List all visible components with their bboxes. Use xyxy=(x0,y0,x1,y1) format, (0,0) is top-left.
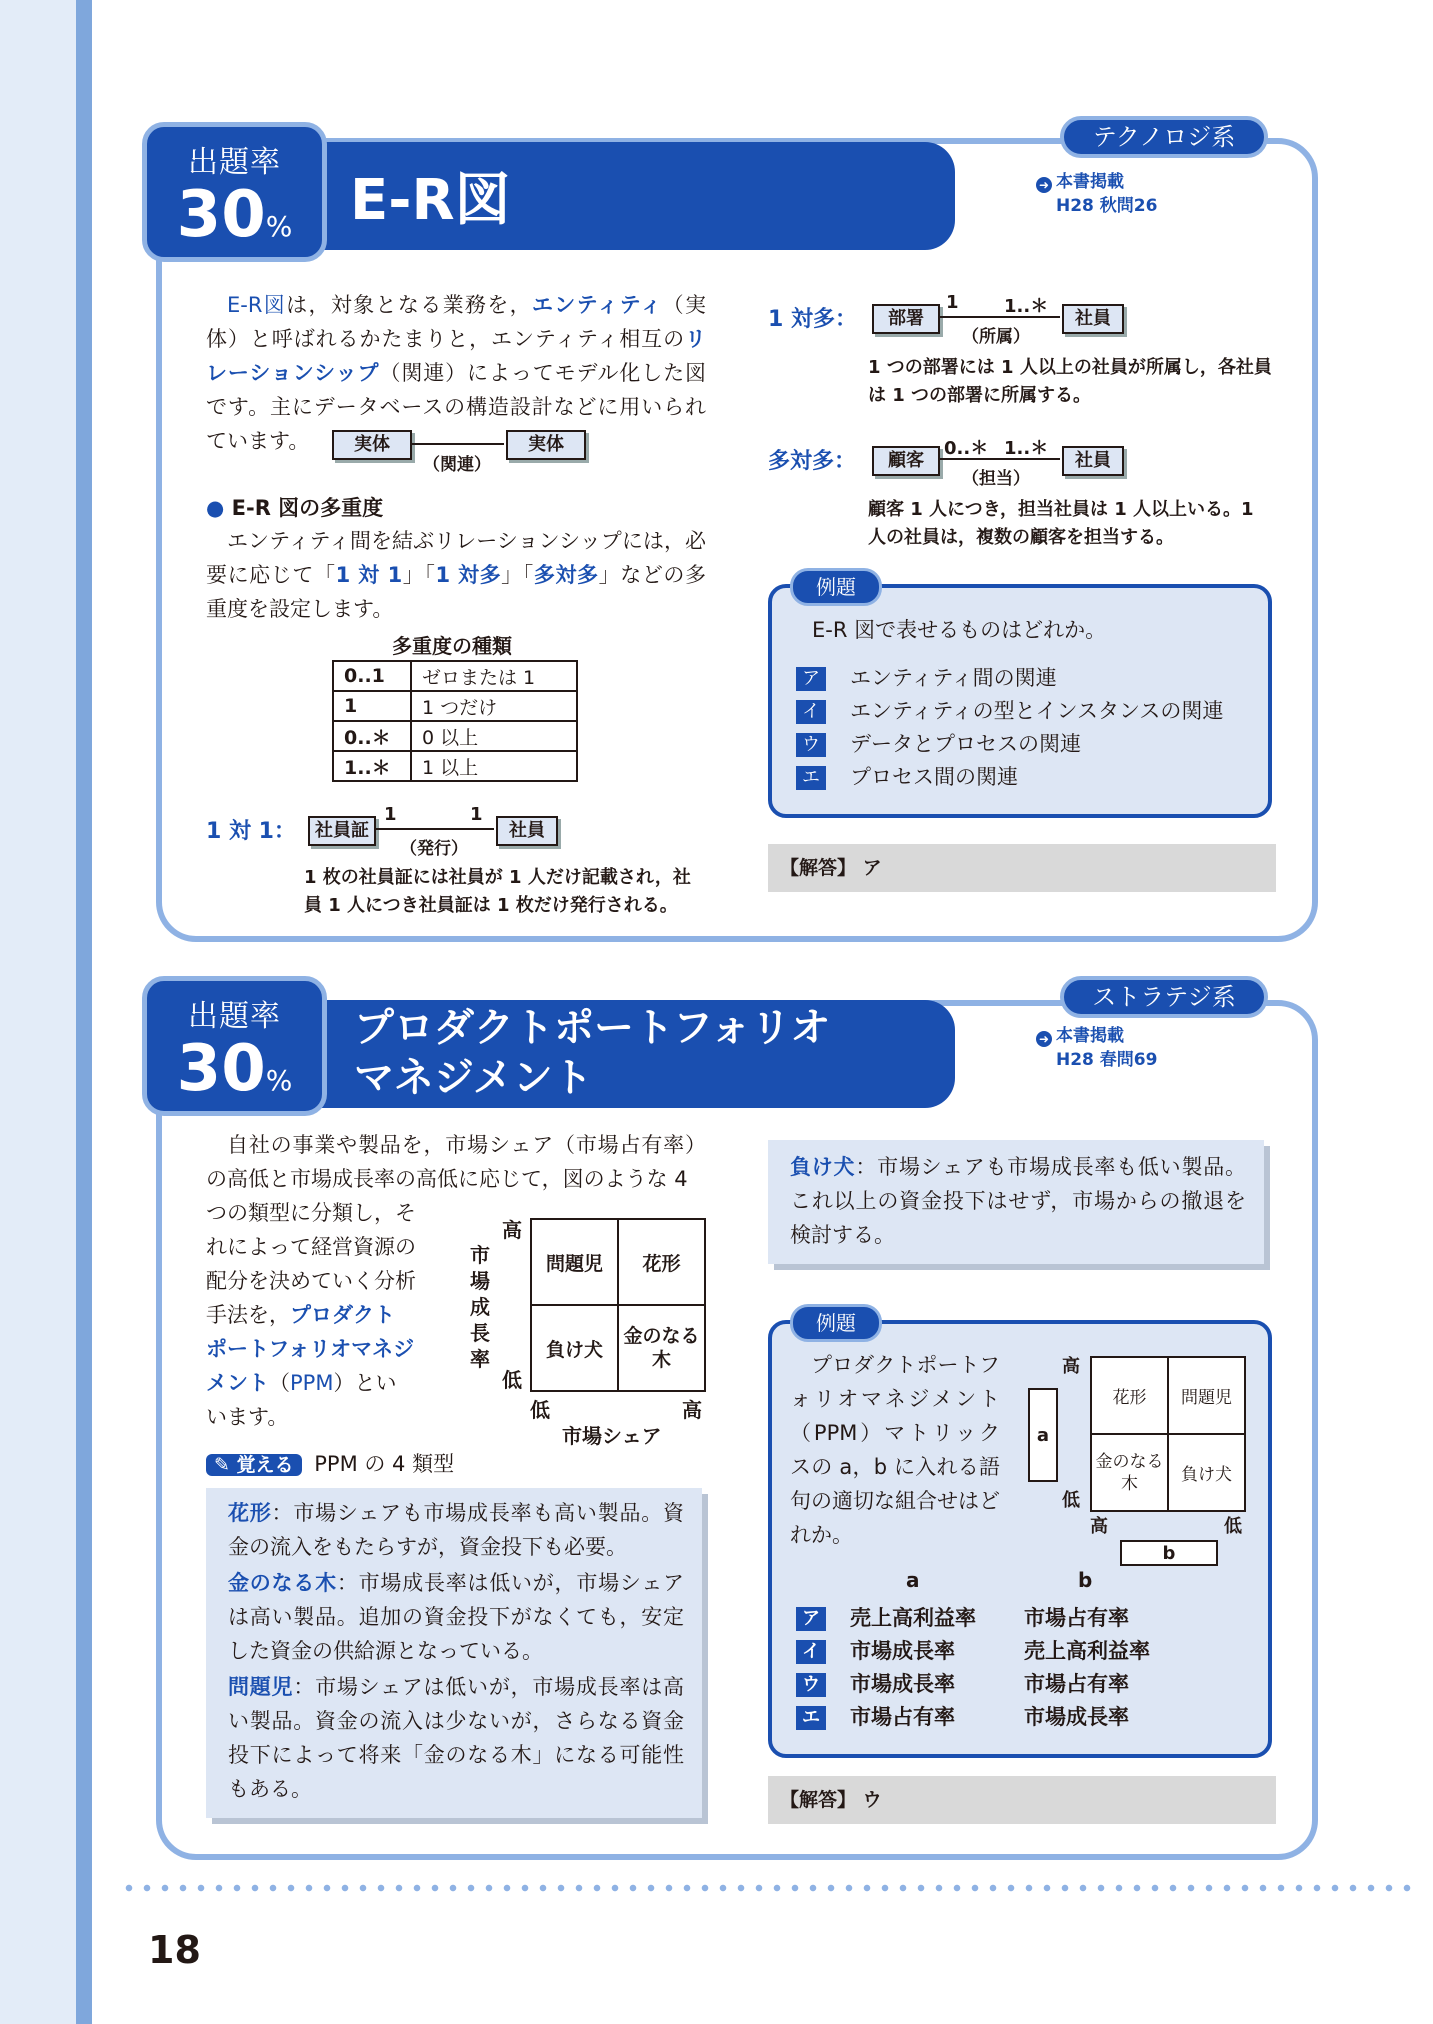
option-b: 市場成長率 xyxy=(1024,1705,1129,1729)
type-cash-cow xyxy=(228,1566,684,1668)
option-item[interactable] xyxy=(796,1635,1150,1668)
term-1to1: 1 対 1 xyxy=(335,563,403,587)
ppm-intro-full: 自社の事業や製品を，市場シェア（市場占有率）の高低と市場成長率の高低に応じて，図のような 4 xyxy=(206,1133,706,1191)
er-answer-bar xyxy=(768,844,1276,892)
section-ppm-rate-badge xyxy=(142,976,327,1116)
ppm-matrix-low-x: 低 xyxy=(530,1398,550,1422)
option-item[interactable] xyxy=(796,1701,1150,1734)
option-item[interactable] xyxy=(796,662,1223,695)
one-to-many-note: 1 つの部署には 1 人以上の社員が所属し，各社員は 1 つの部署に所属する。 xyxy=(868,357,1272,406)
option-item[interactable] xyxy=(796,728,1223,761)
memorize-icon: ✎ xyxy=(214,1454,230,1476)
ppm-matrix xyxy=(530,1218,706,1392)
intro-text-c: （関連）によってモデル化した図です。主にデータベースの構造設計などに用いられています。 xyxy=(206,361,707,453)
ex-ppm-matrix xyxy=(1090,1356,1246,1512)
one-to-one-mult-left: 1 xyxy=(384,804,397,825)
table-cell-desc: ゼロまたは 1 xyxy=(411,661,577,691)
footer-dotted-rule xyxy=(120,1884,1420,1892)
ex-matrix-high-y: 高 xyxy=(1062,1356,1080,1377)
type-star xyxy=(228,1496,684,1564)
option-a: 市場成長率 xyxy=(850,1639,955,1663)
table-cell-desc: 1 以上 xyxy=(411,751,577,781)
one-to-many-right-box: 社員 xyxy=(1062,304,1124,334)
paren-open: （ xyxy=(269,1371,290,1395)
relation-line xyxy=(410,443,504,445)
ref-code: H28 春問69 xyxy=(1056,1050,1158,1070)
type-desc: ：市場シェアも市場成長率も高い製品。資金の流入をもたらすが，資金投下も必要。 xyxy=(228,1501,684,1559)
matrix-cell-cash-cow: 金のなる木 xyxy=(623,1325,700,1371)
ppm-matrix-low-y: 低 xyxy=(502,1368,522,1392)
table-cell-code: 0..＊ xyxy=(333,721,411,751)
rate-unit: % xyxy=(265,210,293,243)
matrix-cell-star: 花形 xyxy=(642,1252,681,1275)
option-item[interactable] xyxy=(796,695,1223,728)
sep1: 」「 xyxy=(402,563,436,587)
intro-line: ）とい xyxy=(333,1371,397,1395)
option-b: 売上高利益率 xyxy=(1024,1639,1150,1663)
section-er-rate-badge xyxy=(142,122,327,262)
many-to-many-label: 多対多： xyxy=(768,449,857,474)
multiplicity-heading xyxy=(206,492,383,522)
term-er: E-R図 xyxy=(227,293,287,317)
ppm-matrix-high-y: 高 xyxy=(502,1218,522,1242)
section-ppm-title-bar xyxy=(300,1000,955,1108)
answer-label: 【解答】 xyxy=(780,857,857,879)
option-item[interactable] xyxy=(796,1602,1150,1635)
option-text: プロセス間の関連 xyxy=(850,765,1018,789)
ex-matrix-low-x: 低 xyxy=(1224,1516,1242,1537)
ex-matrix-high-x: 高 xyxy=(1090,1516,1108,1537)
term-relationship: リレーションシップ xyxy=(206,327,706,385)
ppm-example-options xyxy=(796,1602,1150,1734)
term-manytomany: 多対多 xyxy=(533,563,599,587)
ex-matrix-cell-star: 花形 xyxy=(1112,1388,1147,1408)
table-row xyxy=(333,751,577,781)
intro-text-a: は，対象となる業務を， xyxy=(286,293,532,317)
ex-matrix-low-y: 低 xyxy=(1062,1490,1080,1511)
intro-line: 配分を決めていく分析 xyxy=(206,1269,416,1293)
section-ppm-category: ストラテジ系 xyxy=(1060,976,1268,1018)
table-cell-code: 0..1 xyxy=(333,661,411,691)
type-problem-child xyxy=(228,1670,684,1806)
section-er-ref xyxy=(1036,170,1157,218)
ex-matrix-cell-cash-cow: 金のなる木 xyxy=(1095,1451,1164,1494)
relation-label: （関連） xyxy=(423,455,491,475)
ex-matrix-cell-problem-child: 問題児 xyxy=(1181,1388,1232,1408)
type-desc: ：市場成長率は低いが，市場シェアは高い製品。追加の資金投下がなくても，安定した資金の供給源となっている。 xyxy=(228,1571,684,1663)
intro-line: れによって経営資源の xyxy=(206,1235,416,1259)
intro-line: つの類型に分類し，そ xyxy=(206,1201,416,1225)
term-ppm-abbr: PPM xyxy=(290,1371,334,1395)
many-to-many-left-box: 顧客 xyxy=(872,446,940,476)
type-name: 金のなる木 xyxy=(228,1571,337,1595)
multiplicity-text-b: 」などの多重度を設定します。 xyxy=(206,563,707,621)
ref-label: 本書掲載 xyxy=(1056,172,1124,192)
ppm-dog-box xyxy=(768,1140,1264,1264)
page-side-line xyxy=(76,0,92,2024)
section-er-title: E-R図 xyxy=(350,168,511,233)
section-ppm-title-line2: マネジメント xyxy=(354,1055,593,1101)
option-mark: ア xyxy=(796,1607,826,1631)
one-to-one-label: 1 対 1： xyxy=(206,819,296,844)
ref-code: H28 秋問26 xyxy=(1056,196,1158,216)
one-to-many-rel: （所属） xyxy=(962,327,1030,347)
option-mark: エ xyxy=(796,766,826,790)
memorize-badge xyxy=(206,1454,302,1476)
type-name: 問題児 xyxy=(228,1675,294,1699)
term-ppm-1: プロダクト xyxy=(290,1303,395,1327)
er-example-question: E-R 図で表せるものはどれか。 xyxy=(812,618,1107,642)
ex-matrix-a-box xyxy=(1028,1388,1058,1482)
er-intro-paragraph xyxy=(206,288,706,458)
arrow-right-icon: ➜ xyxy=(1036,1031,1052,1047)
option-a: 市場成長率 xyxy=(850,1672,955,1696)
ex-matrix-cell-dog: 負け犬 xyxy=(1181,1465,1232,1485)
term-ppm-3: メント xyxy=(206,1371,269,1395)
type-desc: ：市場シェアも市場成長率も低い製品。これ以上の資金投下はせず，市場からの撤退を検討する。 xyxy=(790,1155,1246,1247)
intro-line: います。 xyxy=(206,1405,289,1429)
type-name: 花形 xyxy=(228,1501,272,1525)
option-b: 市場占有率 xyxy=(1024,1672,1129,1696)
ref-label: 本書掲載 xyxy=(1056,1026,1124,1046)
option-mark: エ xyxy=(796,1706,826,1730)
option-item[interactable] xyxy=(796,1668,1150,1701)
many-to-many-mult-right: 1..＊ xyxy=(1004,438,1049,459)
ppm-matrix-x-label: 市場シェア xyxy=(562,1424,662,1448)
multiplicity-paragraph xyxy=(206,524,706,626)
option-mark: ア xyxy=(796,667,826,691)
intro-text-b: （実体）と呼ばれるかたまりと，エンティティ相互の xyxy=(206,293,707,351)
section-er-title-bar xyxy=(300,142,955,250)
table-cell-desc: 1 つだけ xyxy=(411,691,577,721)
memorize-heading xyxy=(206,1448,454,1478)
table-cell-code: 1 xyxy=(333,691,411,721)
option-text: エンティティ間の関連 xyxy=(850,666,1057,690)
one-to-one-mult-right: 1 xyxy=(470,804,483,825)
intro-line: 手法を， xyxy=(206,1303,290,1327)
option-mark: ウ xyxy=(796,1673,826,1697)
bullet-icon: ● xyxy=(206,496,225,520)
er-example-options xyxy=(796,662,1223,794)
multiplicity-text-a: エンティティ間を結ぶリレーションシップには，必要に応じて「 xyxy=(206,529,706,587)
one-to-many-mult-left: 1 xyxy=(946,292,959,313)
rate-label: 出題率 xyxy=(188,145,281,180)
table-row xyxy=(333,721,577,751)
rate-unit: % xyxy=(265,1064,293,1097)
many-to-many-rel: （担当） xyxy=(962,469,1030,489)
ppm-types-box xyxy=(206,1488,702,1818)
table-row xyxy=(333,661,577,691)
entity-box-right: 実体 xyxy=(506,430,586,460)
type-dog xyxy=(790,1150,1246,1252)
ex-matrix-b-box xyxy=(1120,1540,1218,1566)
ex-matrix-b-label: b xyxy=(1162,1542,1176,1564)
one-to-one-rel: （発行） xyxy=(400,839,468,859)
section-ppm-title-line1: プロダクトポートフォリオ xyxy=(354,1005,831,1051)
many-to-many-mult-left: 0..＊ xyxy=(944,438,989,459)
ppm-matrix-y-label: 市場成長率 xyxy=(470,1243,490,1371)
table-cell-code: 1..＊ xyxy=(333,751,411,781)
option-text: データとプロセスの関連 xyxy=(850,732,1081,756)
option-a: 市場占有率 xyxy=(850,1705,955,1729)
entity-box-left: 実体 xyxy=(332,430,412,460)
one-to-one-right-box: 社員 xyxy=(496,816,558,846)
one-to-one-left-box: 社員証 xyxy=(308,816,376,846)
one-to-many-left-box: 部署 xyxy=(872,304,940,334)
option-mark: イ xyxy=(796,1640,826,1664)
term-entity: エンティティ xyxy=(531,293,663,317)
section-ppm-ref xyxy=(1036,1024,1157,1072)
sep2: 」「 xyxy=(501,563,534,587)
ppm-example-question: プロダクトポートフォリオマネジメント（PPM）マトリックスの a，b に入れる語句の適切な組合せはどれか。 xyxy=(790,1353,1000,1547)
many-to-many-right-box: 社員 xyxy=(1062,446,1124,476)
rate-value: 30 xyxy=(176,1032,266,1106)
ppm-answer-bar xyxy=(768,1776,1276,1824)
option-a: 売上高利益率 xyxy=(850,1606,976,1630)
matrix-cell-problem-child: 問題児 xyxy=(545,1252,603,1275)
term-1tomany: 1 対多 xyxy=(435,563,502,587)
option-b: 市場占有率 xyxy=(1024,1606,1129,1630)
many-to-many-note: 顧客 1 人につき，担当社員は 1 人以上いる。1 人の社員は，複数の顧客を担当する。 xyxy=(868,499,1254,548)
answer-label: 【解答】 xyxy=(780,1789,857,1811)
ppm-options-col-b: b xyxy=(1078,1568,1093,1592)
term-ppm-2: ポートフォリオマネジ xyxy=(206,1337,415,1361)
page-number: 18 xyxy=(148,1928,201,1972)
arrow-right-icon: ➜ xyxy=(1036,177,1052,193)
memorize-title: PPM の 4 類型 xyxy=(314,1452,455,1476)
multiplicity-table xyxy=(332,660,578,782)
ppm-example-tab: 例題 xyxy=(790,1304,882,1342)
rate-value: 30 xyxy=(176,178,266,252)
ex-matrix-a-label: a xyxy=(1036,1424,1050,1446)
multiplicity-table-title: 多重度の種類 xyxy=(392,634,512,658)
answer-value: ア xyxy=(862,857,882,879)
option-text: エンティティの型とインスタンスの関連 xyxy=(850,699,1224,723)
table-row xyxy=(333,691,577,721)
ppm-intro-narrow xyxy=(206,1196,436,1434)
er-example-tab: 例題 xyxy=(790,568,882,606)
type-name: 負け犬 xyxy=(790,1155,856,1179)
type-desc: ：市場シェアは低いが，市場成長率は高い製品。資金の流入は少ないが，さらなる資金投下によって将来「金のなる木」になる可能性もある。 xyxy=(228,1675,684,1801)
matrix-cell-dog: 負け犬 xyxy=(545,1338,603,1361)
one-to-one-line xyxy=(374,828,494,830)
one-to-many-label: 1 対多： xyxy=(768,307,857,332)
table-cell-desc: 0 以上 xyxy=(411,721,577,751)
multiplicity-heading-text: E-R 図の多重度 xyxy=(231,496,384,520)
page-side-band xyxy=(0,0,76,2024)
option-mark: ウ xyxy=(796,733,826,757)
memorize-badge-text: 覚える xyxy=(236,1454,294,1476)
rate-label: 出題率 xyxy=(188,999,281,1034)
one-to-one-note: 1 枚の社員証には社員が 1 人だけ記載され，社員 1 人につき社員証は 1 枚だけ発行される。 xyxy=(304,867,691,916)
ppm-matrix-high-x: 高 xyxy=(682,1398,702,1422)
ppm-options-col-a: a xyxy=(906,1568,920,1592)
section-er-category: テクノロジ系 xyxy=(1060,116,1268,158)
option-item[interactable] xyxy=(796,761,1223,794)
one-to-many-mult-right: 1..＊ xyxy=(1004,296,1049,317)
answer-value: ウ xyxy=(862,1789,882,1811)
option-mark: イ xyxy=(796,700,826,724)
